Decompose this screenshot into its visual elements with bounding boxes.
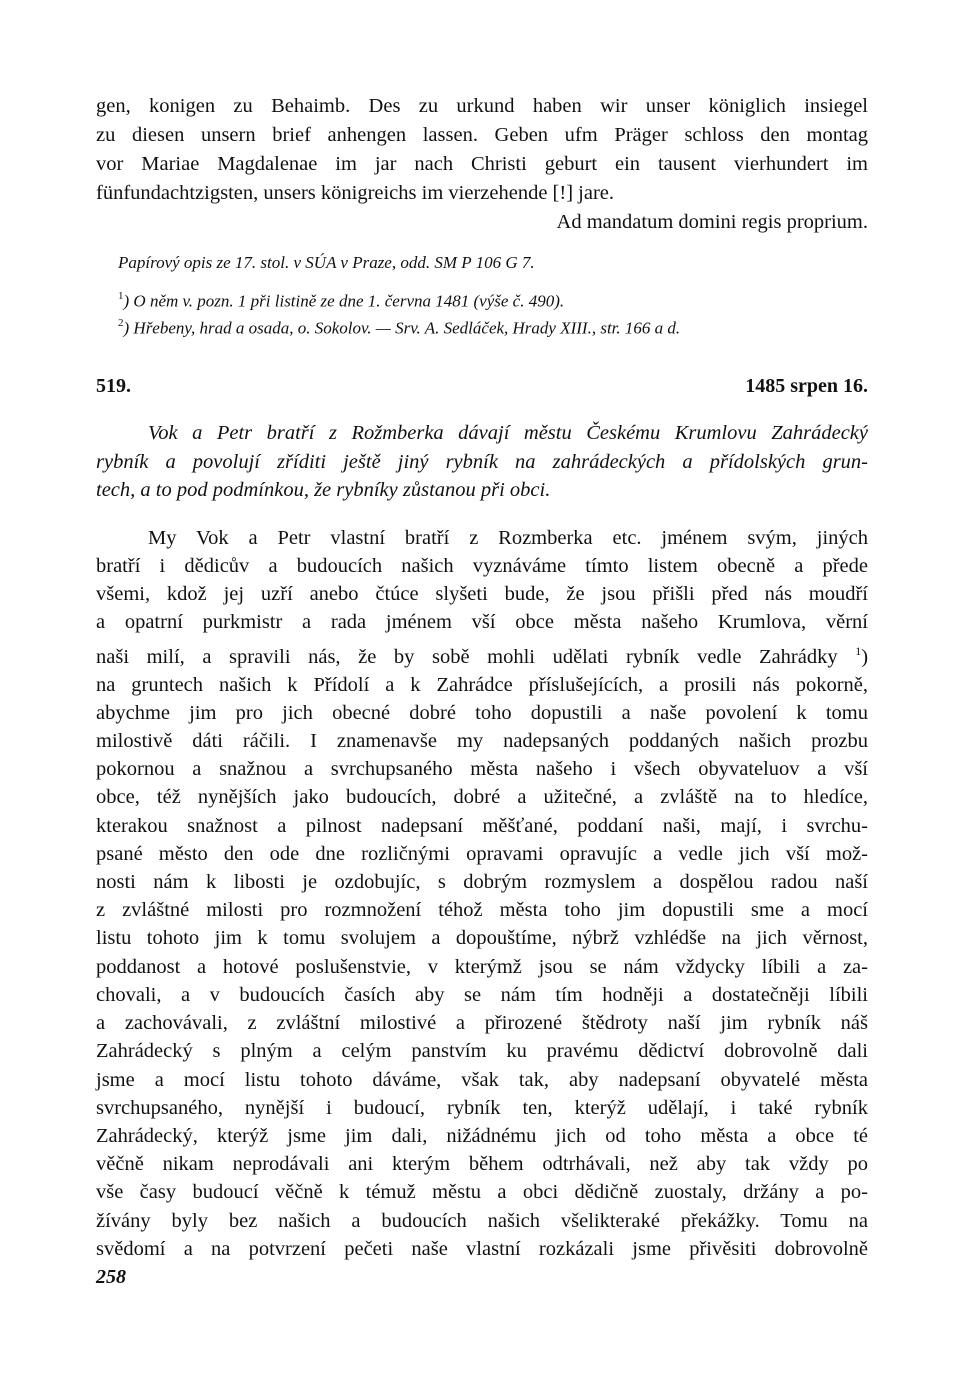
footnote-2 bbox=[118, 313, 868, 340]
body-line: na gruntech našich k Přídolí a k Zahrádce příslušejících, a prosili nás pokorně, bbox=[96, 673, 868, 696]
body-line: listu tohoto jim k tomu svolujem a dopouštíme, nýbrž vzhlédše na jich věrnost, bbox=[96, 927, 868, 950]
text-line: gen, konigen zu Behaimb. Des zu urkund haben wir unser königlich insiegel bbox=[96, 95, 868, 117]
regest-line: rybník a povolují zříditi ještě jiný rybník na zahrádeckých a přídolských grun- bbox=[96, 450, 868, 473]
body-line: bratří i dědicův a budoucích našich vyznáváme tímto listem obecně a přede bbox=[96, 555, 868, 578]
body-line: věčně nikam neprodávali ani kterým během odtrhávali, než aby tak vždy po bbox=[96, 1153, 868, 1176]
document-date: 1485 srpen 16. bbox=[745, 375, 868, 398]
body-line: Zahrádecký, kterýž jsme jim dali, nižádnému jich od toho města a obce té bbox=[96, 1124, 868, 1147]
body-line: Zahrádecký s plným a celým panstvím ku pravému dědictví dobrovolně dali bbox=[96, 1040, 868, 1063]
footnote-reference: 1 bbox=[855, 643, 862, 658]
text-line: fünfundachtzigsten, unsers königreichs im vierzehende [!] jare. bbox=[96, 182, 614, 204]
footnote-text: ) Hřebeny, hrad a osada, o. Sokolov. — Srv. A. Sedláček, Hrady XIII., str. 166 a d. bbox=[123, 318, 681, 338]
body-line: a opatrní purkmistr a rada jménem vší obce města našeho Krumlova, věrní bbox=[96, 611, 868, 634]
document-page bbox=[96, 92, 868, 1263]
body-line: pokornou a snažnou a svrchupsaného města našeho i všech obyvateluov a vší bbox=[96, 758, 868, 781]
regest bbox=[96, 419, 868, 505]
document-number: 519. bbox=[96, 375, 131, 398]
body-line: poddanost a hotové poslušenstvie, v kterýmž jsou se nám vždycky líbili a za- bbox=[96, 955, 868, 978]
body-line: svrchupsaného, nynější i budoucí, rybník ten, kterýž udělají, i také rybník bbox=[96, 1096, 868, 1119]
body-line: obce, též nynějších jako budoucích, dobré a užitečné, a zvláště na to hledíce, bbox=[96, 786, 868, 809]
body-line: svědomí a na potvrzení pečeti naše vlastní rozkázali jsme přivěsiti dobrovolně bbox=[96, 1237, 868, 1260]
body-line: vše časy budoucí věčně k témuž městu a obci dědičně zuostaly, držány a po- bbox=[96, 1181, 868, 1204]
document-heading bbox=[96, 373, 868, 399]
body-line: nosti nám k libosti je ozdobujíc, s dobrým rozmyslem a dospělou radou naší bbox=[96, 871, 868, 894]
body-line: milostivě dáti ráčili. I znamenavše my nadepsaných poddaných našich prozbu bbox=[96, 730, 868, 753]
body-line: a zachovávali, z zvláštní milostivé a přirozené štědroty naší jim rybník náš bbox=[96, 1012, 868, 1035]
body-line-with-footnote bbox=[96, 637, 868, 671]
body-line: z zvláštné milosti pro rozmnožení téhož města toho jim dopustili sme a mocí bbox=[96, 899, 868, 922]
text-line: vor Mariae Magdalenae im jar nach Christi geburt ein tausent vierhundert im bbox=[96, 153, 868, 175]
document-body bbox=[96, 524, 868, 1263]
footnote-mark: 1 bbox=[118, 290, 124, 302]
body-line: žívány byly bez našich a budoucích našich všelikteraké překážky. Tomu na bbox=[96, 1209, 868, 1232]
signature-line: Ad mandatum domini regis proprium. bbox=[556, 211, 868, 233]
page-number: 258 bbox=[96, 1266, 126, 1288]
body-line: jsme a mocí listu tohoto dáváme, však tak, aby nadepsaní obyvatelé města bbox=[96, 1068, 868, 1091]
german-text-block bbox=[96, 92, 868, 237]
footnotes bbox=[96, 286, 868, 339]
body-line: abychme jim pro jich obecné dobré toho dopustili a naše povolení k tomu bbox=[96, 701, 868, 724]
footnote-reference-paren: ) bbox=[861, 645, 869, 668]
body-line: psané město den ode dne rozličnými opravami opravujíc a vedle jich vší mož- bbox=[96, 842, 868, 865]
regest-line: Vok a Petr bratří z Rožmberka dávají městu Českému Krumlovu Zahrádecký bbox=[148, 422, 868, 445]
source-note: Papírový opis ze 17. stol. v SÚA v Praze, odd. SM P 106 G 7. bbox=[118, 253, 535, 272]
text-line: zu diesen unsern brief anhengen lassen. Geben ufm Präger schloss den montag bbox=[96, 124, 868, 146]
body-line: chovali, a v budoucích časích aby se nám tím hodněji a dostatečněji líbili bbox=[96, 983, 868, 1006]
footnote-1 bbox=[118, 286, 868, 313]
body-line-text: naši milí, a spravili nás, že by sobě mohli udělati rybník vedle Zahrádky bbox=[96, 645, 838, 668]
body-line: My Vok a Petr vlastní bratří z Rozmberka etc. jménem svým, jiných bbox=[148, 526, 868, 549]
regest-line: tech, a to pod podmínkou, že rybníky zůstanou při obci. bbox=[96, 479, 551, 502]
body-line: všemi, kdož jej uzří anebo čtúce slyšeti bude, že jsou přišli před nás moudří bbox=[96, 583, 868, 606]
footnote-text: ) O něm v. pozn. 1 při listině ze dne 1. června 1481 (výše č. 490). bbox=[123, 291, 565, 311]
body-line: kterakou snažnost a pilnost nadepsaní měšťané, poddaní naši, mají, i svrchu- bbox=[96, 814, 868, 837]
footnote-mark: 2 bbox=[118, 316, 124, 329]
